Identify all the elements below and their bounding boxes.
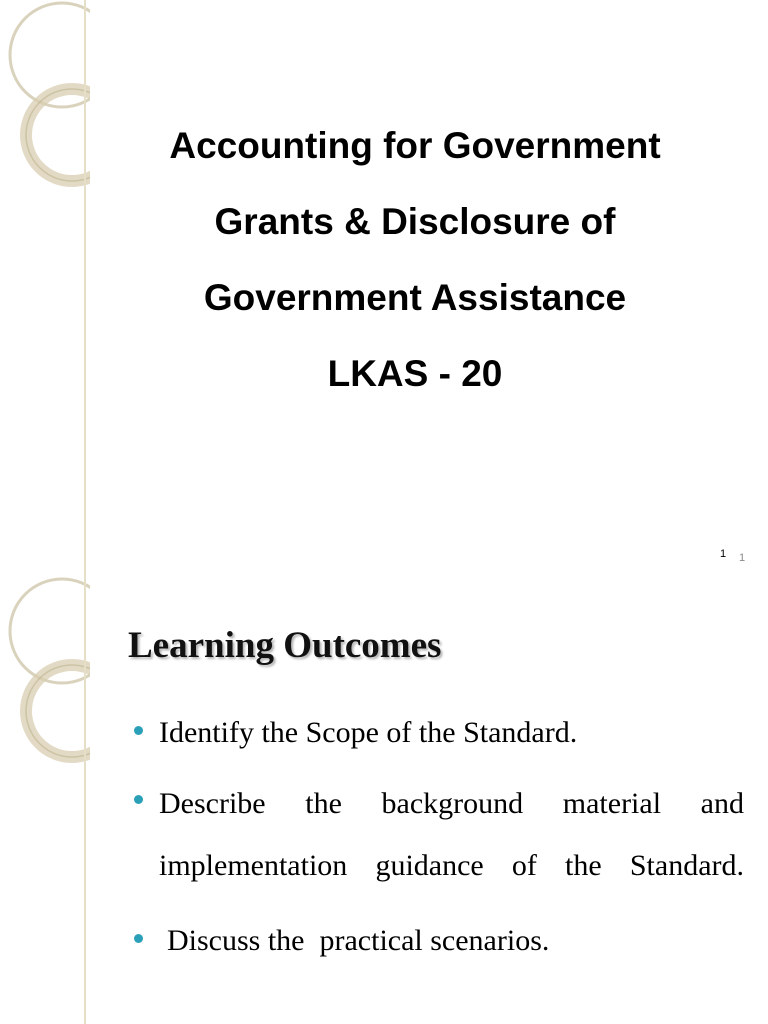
title-line: Accounting for Government: [169, 125, 661, 166]
ring-ornament-icon: [0, 576, 90, 776]
outcomes-list: [134, 711, 744, 985]
divider-line: [84, 0, 86, 576]
bullet-dot-icon: [134, 726, 143, 735]
divider-line: [84, 576, 86, 1024]
list-item: [134, 919, 744, 963]
slide-2: [0, 576, 768, 1024]
list-item-text: Identify the Scope of the Standard.: [159, 716, 578, 749]
title-line: Government Assistance: [203, 277, 627, 318]
page-number-secondary: 1: [739, 552, 746, 564]
title-line: Grants & Disclosure of: [214, 201, 616, 242]
list-item-text: Describe the background material and implementation guidance of the Standard.: [159, 787, 744, 882]
page-number: 1: [720, 548, 727, 560]
section-heading: Learning Outcomes: [128, 625, 442, 666]
ring-ornament-icon: [0, 0, 90, 200]
bullet-dot-icon: [134, 934, 143, 943]
title-line: LKAS - 20: [327, 353, 503, 394]
slide-title: [100, 120, 730, 424]
list-item: [134, 711, 744, 755]
list-item-text: Discuss the practical scenarios.: [167, 924, 550, 957]
list-item: [134, 773, 744, 897]
bullet-dot-icon: [134, 795, 143, 804]
